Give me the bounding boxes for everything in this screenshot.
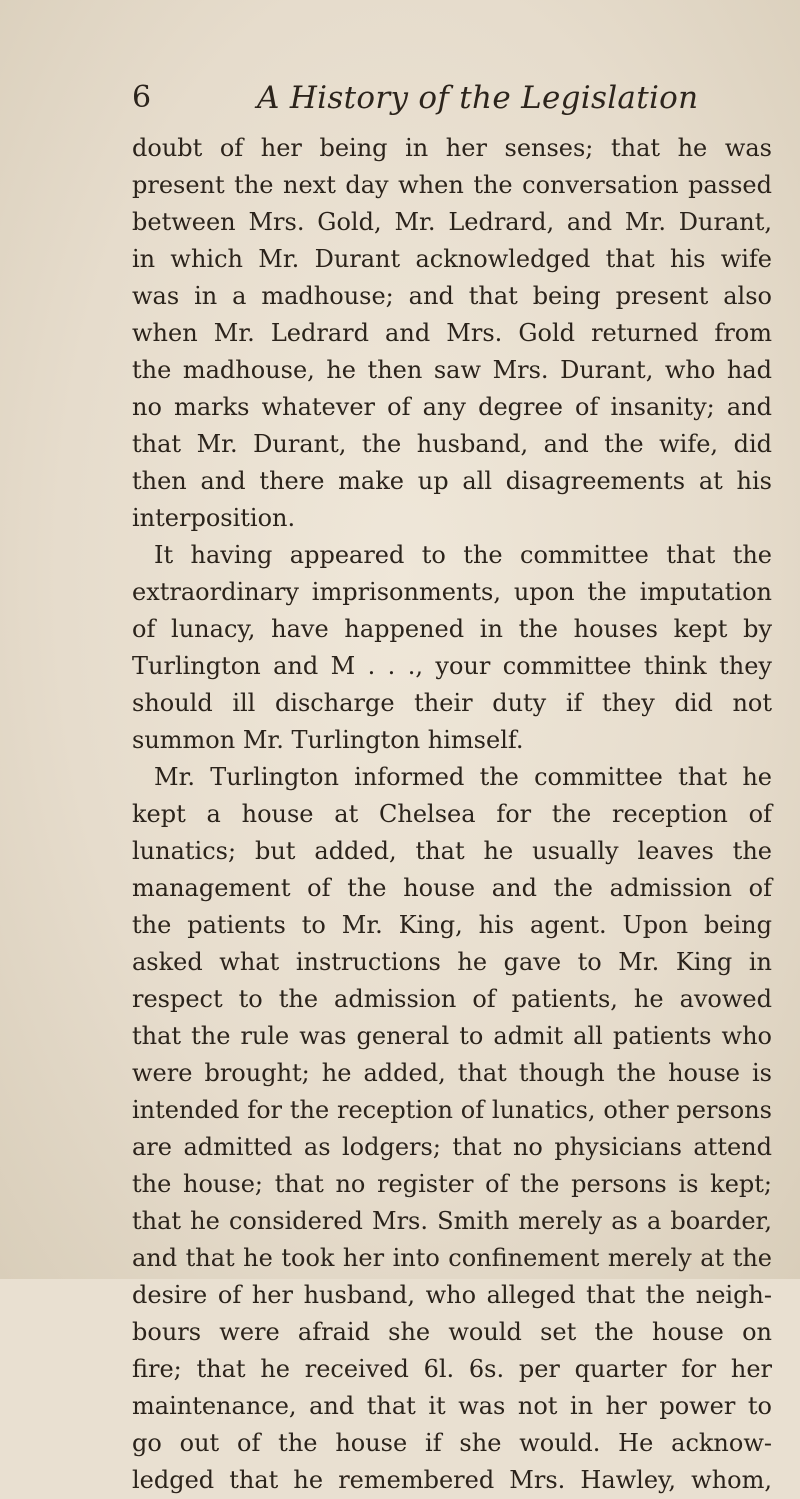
text-line: intended for the reception of lunatics, other persons	[132, 1096, 772, 1124]
text-line: when Mr. Ledrard and Mrs. Gold returned from	[132, 319, 772, 347]
text-line: lunatics; but added, that he usually leaves the	[132, 837, 772, 865]
text-line: Turlington and M . . ., your committee think they	[132, 652, 772, 680]
text-line: in which Mr. Durant acknowledged that his wife	[132, 245, 772, 273]
text-line: maintenance, and that it was not in her power to	[132, 1392, 772, 1420]
text-line: doubt of her being in her senses; that he was	[132, 134, 772, 162]
text-line: that the rule was general to admit all patients who	[132, 1022, 772, 1050]
text-line: extraordinary imprisonments, upon the imputation	[132, 578, 772, 606]
paragraph-start-line: It having appeared to the committee that the	[154, 541, 772, 569]
text-line: and that he took her into confinement merely at the	[132, 1244, 772, 1272]
text-line: were brought; he added, that though the house is	[132, 1059, 772, 1087]
page-number: 6	[132, 80, 152, 115]
text-line: that Mr. Durant, the husband, and the wife, did	[132, 430, 772, 458]
text-line: go out of the house if she would. He acknow-	[132, 1429, 772, 1457]
text-line: present the next day when the conversation passed	[132, 171, 772, 199]
text-line: are admitted as lodgers; that no physicians attend	[132, 1133, 772, 1161]
text-line: that he considered Mrs. Smith merely as a boarder,	[132, 1207, 772, 1235]
text-line: should ill discharge their duty if they did not	[132, 689, 772, 717]
text-line: bours were afraid she would set the house on	[132, 1318, 772, 1346]
paragraph-start-line: Mr. Turlington informed the committee that he	[154, 763, 772, 791]
text-line: the house; that no register of the persons is kept;	[132, 1170, 772, 1198]
text-line: summon Mr. Turlington himself.	[132, 726, 524, 754]
text-line: fire; that he received 6l. 6s. per quarter for her	[132, 1355, 772, 1383]
text-line: respect to the admission of patients, he avowed	[132, 985, 772, 1013]
text-line: was in a madhouse; and that being present also	[132, 282, 772, 310]
text-line: then and there make up all disagreements at his	[132, 467, 772, 495]
page-header	[132, 80, 772, 120]
text-line: ledged that he remembered Mrs. Hawley, whom,	[132, 1466, 772, 1494]
text-line: between Mrs. Gold, Mr. Ledrard, and Mr. Durant,	[132, 208, 772, 236]
body-text	[132, 130, 772, 1499]
text-line: of lunacy, have happened in the houses kept by	[132, 615, 772, 643]
text-line: asked what instructions he gave to Mr. King in	[132, 948, 772, 976]
text-line: kept a house at Chelsea for the reception of	[132, 800, 772, 828]
text-line: the patients to Mr. King, his agent. Upon being	[132, 911, 772, 939]
text-line: desire of her husband, who alleged that the neigh-	[132, 1281, 772, 1309]
running-head: A History of the Legislation	[257, 80, 699, 116]
text-line: interposition.	[132, 504, 296, 532]
text-line: no marks whatever of any degree of insanity; and	[132, 393, 772, 421]
text-line: the madhouse, he then saw Mrs. Durant, who had	[132, 356, 772, 384]
text-line: management of the house and the admission of	[132, 874, 772, 902]
